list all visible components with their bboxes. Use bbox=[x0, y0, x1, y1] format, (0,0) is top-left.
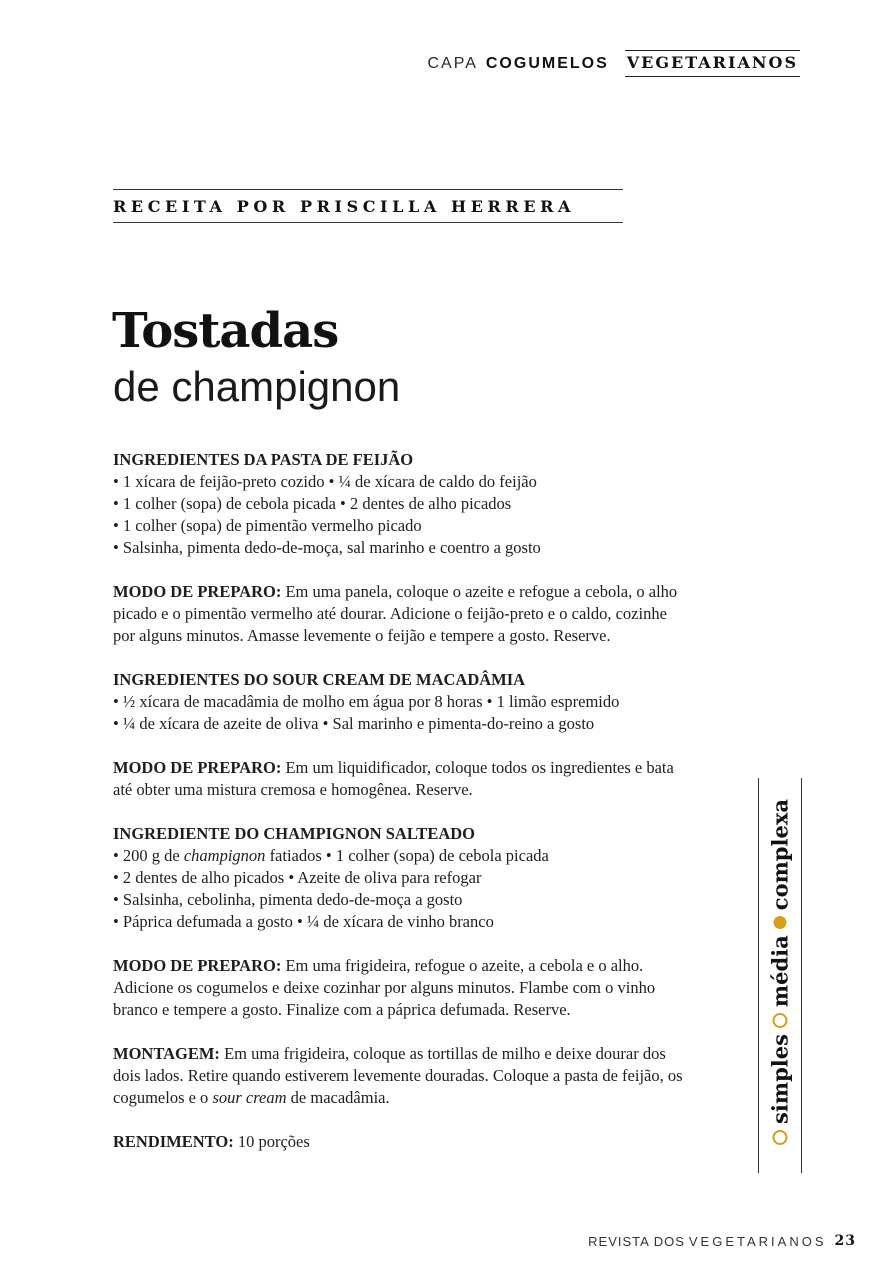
ingredient-line: • Páprica defumada a gosto • ¼ de xícara de vinho branco bbox=[113, 912, 494, 931]
ingredient-line: • 2 dentes de alho picados • Azeite de oliva para refogar bbox=[113, 868, 482, 887]
assembly-text-end: de macadâmia. bbox=[286, 1088, 390, 1107]
preparation-label: MODO DE PREPARO: bbox=[113, 758, 282, 777]
preparation-text: Em um liquidificador, coloque todos os ingredientes e bata até obter uma mistura cremosa e homogênea. Reserve. bbox=[113, 758, 674, 799]
assembly bbox=[113, 1043, 688, 1109]
assembly-emphasis: sour cream bbox=[212, 1088, 287, 1107]
difficulty-dot-complexa bbox=[774, 916, 787, 929]
page-number: 23 bbox=[834, 1233, 856, 1249]
ingredient-line: • 1 colher (sopa) de pimentão vermelho picado bbox=[113, 516, 422, 535]
ingredient-text: • 200 g de bbox=[113, 846, 184, 865]
ingredients-champignon bbox=[113, 823, 688, 933]
preparation-champignon bbox=[113, 955, 688, 1021]
difficulty-dot-media bbox=[773, 1013, 788, 1028]
yield bbox=[113, 1131, 688, 1153]
recipe-body bbox=[113, 449, 688, 1153]
recipe-title: Tostadas bbox=[112, 303, 339, 359]
recipe-byline: RECEITA POR PRISCILLA HERRERA bbox=[113, 189, 623, 223]
header-section: COGUMELOS bbox=[485, 54, 609, 72]
section-heading: INGREDIENTES DA PASTA DE FEIJÃO bbox=[113, 450, 414, 469]
difficulty-label-simples: simples bbox=[767, 1034, 793, 1124]
ingredient-line: • ½ xícara de macadâmia de molho em água por 8 horas • 1 limão espremido bbox=[113, 692, 620, 711]
difficulty-dot-simples bbox=[773, 1130, 788, 1145]
preparation-text: Em uma frigideira, refogue o azeite, a cebola e o alho. Adicione os cogumelos e deixe cozinhar por alguns minutos. Flambe com o vinho branco e tempere a gosto. Finalize com a páprica defumada. Reserve. bbox=[113, 956, 656, 1019]
preparation-sour-cream bbox=[113, 757, 688, 801]
page-footer bbox=[588, 1233, 856, 1249]
footer-magazine-prefix: REVISTA DOS bbox=[588, 1233, 685, 1249]
ingredients-bean-paste bbox=[113, 449, 688, 559]
ingredient-text: fatiados • 1 colher (sopa) de cebola picada bbox=[265, 846, 549, 865]
ingredient-line bbox=[113, 845, 688, 867]
ingredient-line: • 1 colher (sopa) de cebola picada • 2 dentes de alho picados bbox=[113, 494, 512, 513]
assembly-text: Em uma frigideira, coloque as tortillas de milho e deixe dourar dos dois lados. Retire quando estiverem levemente douradas. Coloque a pasta de feijão, os cogumelos e o bbox=[113, 1044, 683, 1107]
yield-text: 10 porções bbox=[233, 1132, 310, 1151]
ingredient-emphasis: champignon bbox=[183, 846, 266, 865]
header-capa: CAPA bbox=[427, 54, 478, 72]
assembly-label: MONTAGEM: bbox=[113, 1044, 220, 1063]
section-heading: INGREDIENTE DO CHAMPIGNON SALTEADO bbox=[113, 824, 475, 843]
footer-magazine-name: VEGETARIANOS bbox=[688, 1233, 827, 1249]
ingredient-line: • ¼ de xícara de azeite de oliva • Sal marinho e pimenta-do-reino a gosto bbox=[113, 714, 595, 733]
preparation-bean-paste bbox=[113, 581, 688, 647]
preparation-label: MODO DE PREPARO: bbox=[113, 582, 282, 601]
difficulty-scale bbox=[768, 799, 793, 1151]
ingredient-line: • Salsinha, cebolinha, pimenta dedo-de-moça a gosto bbox=[113, 890, 463, 909]
preparation-text: Em uma panela, coloque o azeite e refogue a cebola, o alho picado e o pimentão vermelho até dourar. Adicione o feijão-preto e o caldo, cozinhe por alguns minutos. Amasse levemente o feijão e tempere a gosto. Reserve. bbox=[113, 582, 678, 645]
ingredient-line: • 1 xícara de feijão-preto cozido • ¼ de xícara de caldo do feijão bbox=[113, 472, 537, 491]
header-brand: VEGETARIANOS bbox=[625, 50, 800, 77]
difficulty-rating bbox=[758, 778, 802, 1173]
yield-label: RENDIMENTO: bbox=[113, 1132, 234, 1151]
ingredient-line: • Salsinha, pimenta dedo-de-moça, sal marinho e coentro a gosto bbox=[113, 538, 541, 557]
preparation-label: MODO DE PREPARO: bbox=[113, 956, 282, 975]
difficulty-label-complexa: complexa bbox=[767, 799, 793, 911]
section-heading: INGREDIENTES DO SOUR CREAM DE MACADÂMIA bbox=[113, 670, 526, 689]
page-header bbox=[427, 50, 800, 77]
recipe-subtitle: de champignon bbox=[113, 363, 401, 410]
difficulty-label-media: média bbox=[767, 935, 793, 1008]
ingredients-sour-cream bbox=[113, 669, 688, 735]
